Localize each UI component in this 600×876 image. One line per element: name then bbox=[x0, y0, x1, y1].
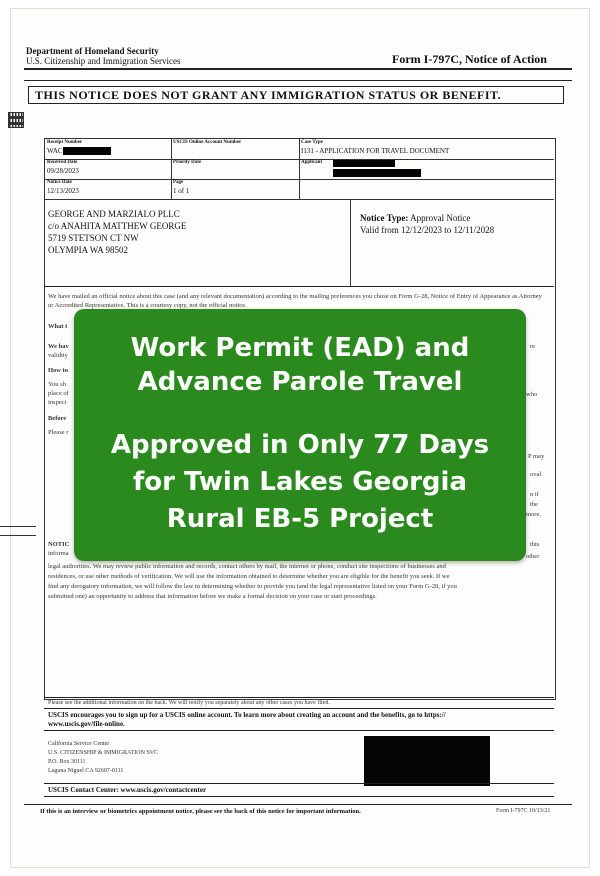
department-name: Department of Homeland Security bbox=[26, 46, 159, 56]
mailing-address bbox=[48, 208, 186, 256]
empty-cell bbox=[299, 179, 554, 200]
body-heading: NOTIC bbox=[48, 541, 70, 548]
body-line: legal authorities. We may review public information and records, contact others by mail, the internet or phone, conduct site inspections of businesses and bbox=[48, 563, 446, 570]
body-snippet: the bbox=[530, 501, 538, 508]
validity-range: Valid from 12/12/2023 to 12/11/2028 bbox=[360, 225, 495, 235]
additional-info: Please see the additional information on the back. We will notify you separately about any other cases you have filed. bbox=[48, 700, 330, 706]
page-count: 1 of 1 bbox=[173, 187, 190, 195]
body-snippet: n if bbox=[530, 491, 539, 498]
case-type: I131 - APPLICATION FOR TRAVEL DOCUMENT bbox=[301, 147, 450, 155]
address-rule bbox=[44, 286, 554, 287]
body-snippet: P may bbox=[528, 453, 545, 460]
receipt-number: WAC bbox=[47, 147, 63, 155]
address-line-3: 5719 STETSON CT NW bbox=[48, 233, 139, 243]
qr-code-icon bbox=[8, 112, 24, 128]
body-snippet: We hav bbox=[48, 343, 69, 350]
address-line-1: GEORGE AND MARZIALO PLLC bbox=[48, 209, 180, 219]
contact-center: USCIS Contact Center: www.uscis.gov/contactcenter bbox=[48, 786, 207, 794]
redaction-box bbox=[333, 169, 421, 177]
body-snippet: inspect bbox=[48, 399, 67, 406]
body-snippet: place of bbox=[48, 390, 69, 397]
page-cell: Page 1 of 1 bbox=[171, 179, 300, 200]
header-rule bbox=[24, 68, 572, 70]
account-cell: USCIS Online Account Number bbox=[171, 139, 300, 160]
address-line-2: c/o ANAHITA MATTHEW GEORGE bbox=[48, 221, 187, 231]
notice-date-cell: Notice Date 12/13/2023 bbox=[45, 179, 172, 200]
body-heading: What t bbox=[48, 323, 68, 330]
form-title: Form I-797C, Notice of Action bbox=[392, 52, 547, 66]
online-account-url: www.uscis.gov/file-online. bbox=[48, 720, 125, 728]
bottom-rule bbox=[24, 804, 572, 805]
body-heading: How to bbox=[48, 367, 69, 374]
approval-callout bbox=[74, 309, 526, 561]
notice-type-label: Notice Type: bbox=[360, 213, 409, 223]
footer-rule bbox=[44, 708, 554, 709]
received-date: 09/28/2023 bbox=[47, 167, 79, 175]
footer-rule bbox=[44, 796, 554, 797]
bottom-note: If this is an interview or biometrics appointment notice, please see the back of this notice for important information. bbox=[40, 808, 361, 815]
case-type-cell: Case Type I131 - APPLICATION FOR TRAVEL DOCUMENT bbox=[299, 139, 554, 160]
fold-marks bbox=[0, 526, 36, 544]
notice-date: 12/13/2023 bbox=[47, 187, 79, 195]
service-center-address: California Service Center U.S. CITIZENSHIP & IMMIGRATION SVC P.O. Box 30111 Laguna Niguel CA 92607-0111 bbox=[48, 741, 159, 774]
body-snippet: other bbox=[526, 553, 540, 560]
agency-name: U.S. Citizenship and Immigration Services bbox=[26, 56, 181, 66]
online-account-note: USCIS encourages you to sign up for a USCIS online account. To learn more about creating an account and the benefits, go to https:// bbox=[48, 711, 446, 719]
body-line: submitted one) an opportunity to address that information before we make a formal decision on your case or start proceedings. bbox=[48, 593, 377, 600]
body-snippet: who bbox=[526, 391, 538, 398]
footer-rule bbox=[44, 783, 554, 784]
body-snippet: re bbox=[530, 343, 536, 350]
body-snippet: You sh bbox=[48, 381, 66, 388]
footer-rule bbox=[44, 697, 554, 698]
status-banner: THIS NOTICE DOES NOT GRANT ANY IMMIGRATION STATUS OR BENEFIT. bbox=[28, 86, 564, 104]
body-snippet: this bbox=[530, 541, 540, 548]
callout-heading: Work Permit (EAD) and Advance Parole Travel bbox=[130, 333, 470, 397]
body-snippet: validity bbox=[48, 352, 68, 359]
body-snippet: informa bbox=[48, 550, 69, 557]
body-paragraph-1: We have mailed an official notice about this case (and any relevant documentation) according to the mailing preferences you chose on Form G-28, Notice of Entry of Appearance as Attorney or Accredited Representative. This is a courtesy copy, not the official notice. bbox=[48, 293, 542, 309]
body-heading: Before bbox=[48, 415, 67, 422]
header-rule-2 bbox=[24, 80, 572, 81]
notice-type-value: Approval Notice bbox=[410, 213, 471, 223]
priority-cell: Priority Date bbox=[171, 159, 300, 180]
redaction-box bbox=[333, 160, 395, 167]
body-snippet: more. bbox=[526, 511, 541, 518]
body-snippet: Please r bbox=[48, 429, 69, 436]
callout-body: Approved in Only 77 Days for Twin Lakes Georgia Rural EB-5 Project bbox=[110, 430, 490, 534]
footer-rule bbox=[44, 730, 554, 731]
notice-type-block bbox=[360, 212, 494, 236]
body-line: find any derogatory information, we will follow the law in determining whether to provide you (and the legal representative listed on your Form G-28, if you bbox=[48, 583, 457, 590]
body-snippet: oval bbox=[530, 471, 542, 478]
body-line: residences, or use other methods of verification. We will use the information obtained to determine whether you are eligible for the benefit you seek. If we bbox=[48, 573, 450, 580]
applicant-cell: Applicant bbox=[299, 159, 554, 180]
address-divider bbox=[350, 200, 351, 286]
form-code: Form I-797C 10/13/21 bbox=[496, 808, 551, 814]
received-cell: Received Date 09/28/2023 bbox=[45, 159, 172, 180]
address-line-4: OLYMPIA WA 98502 bbox=[48, 245, 128, 255]
receipt-cell: Receipt Number WAC bbox=[45, 139, 172, 160]
redaction-box bbox=[364, 736, 490, 786]
redaction-box bbox=[63, 147, 111, 155]
